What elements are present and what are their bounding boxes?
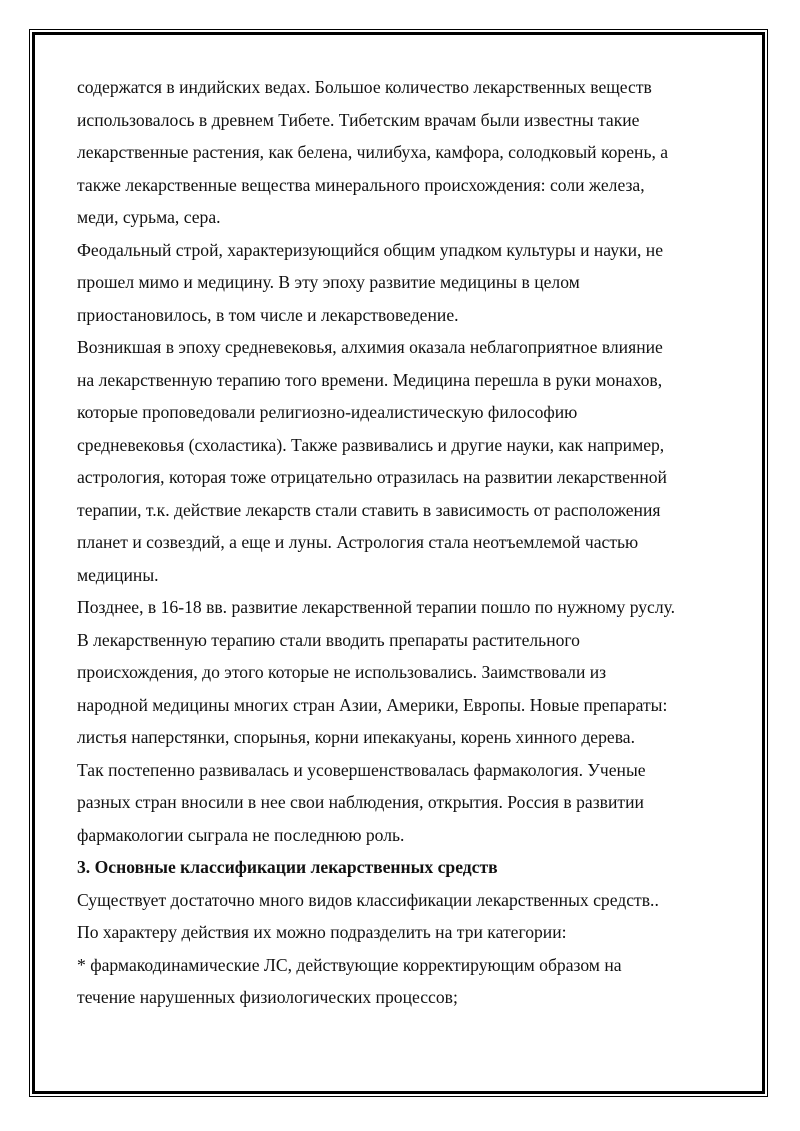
text-line: листья наперстянки, спорынья, корни ипекакуаны, корень хинного дерева. — [77, 727, 635, 747]
text-line: средневековья (схоластика). Также развивались и другие науки, как например, — [77, 434, 665, 455]
text-line: прошел мимо и медицину. В эту эпоху развитие медицины в целом — [77, 272, 580, 292]
text-line: планет и созвездий, а еще и луны. Астрология стала неотъемлемой частью — [77, 532, 639, 552]
text-line: терапии, т.к. действие лекарств стали ставить в зависимость от расположения — [77, 499, 661, 520]
text-line: В лекарственную терапию стали вводить препараты растительного — [77, 629, 580, 650]
text-line: также лекарственные вещества минерального происхождения: соли железа, — [77, 174, 645, 195]
text-line: лекарственные растения, как белена, чилибуха, камфора, солодковый корень, а — [77, 142, 669, 162]
text-line: разных стран вносили в нее свои наблюдения, открытия. Россия в развитии — [77, 792, 644, 812]
text-line: использовалось в древнем Тибете. Тибетским врачам были известны такие — [77, 109, 640, 130]
text-line: Возникшая в эпоху средневековья, алхимия оказала неблагоприятное влияние — [77, 337, 663, 357]
text-line: народной медицины многих стран Азии, Америки, Европы. Новые препараты: — [77, 694, 668, 715]
text-line: течение нарушенных физиологических процессов; — [77, 987, 458, 1007]
text-line: Позднее, в 16-18 вв. развитие лекарственной терапии пошло по нужному руслу. — [77, 597, 676, 617]
text-line: меди, сурьма, сера. — [77, 207, 221, 227]
text-line: Так постепенно развивалась и усовершенствовалась фармакология. Ученые — [77, 759, 646, 780]
text-line: * фармакодинамические ЛС, действующие корректирующим образом на — [77, 954, 622, 975]
text-line: медицины. — [77, 564, 159, 585]
text-line: приостановилось, в том числе и лекарствоведение. — [77, 304, 459, 325]
text-line: Существует достаточно много видов классификации лекарственных средств.. — [77, 889, 659, 910]
document-body — [77, 71, 737, 1014]
text-line: фармакологии сыграла не последнюю роль. — [77, 824, 405, 845]
text-line: По характеру действия их можно подразделить на три категории: — [77, 922, 567, 942]
text-line: Феодальный строй, характеризующийся общим упадком культуры и науки, не — [77, 239, 664, 260]
section-heading: 3. Основные классификации лекарственных средств — [77, 857, 498, 877]
text-line: содержатся в индийских ведах. Большое количество лекарственных веществ — [77, 77, 652, 97]
text-line: происхождения, до этого которые не использовались. Заимствовали из — [77, 662, 607, 682]
text-line: которые проповедовали религиозно-идеалистическую философию — [77, 402, 578, 422]
text-line: на лекарственную терапию того времени. Медицина перешла в руки монахов, — [77, 369, 663, 390]
text-line: астрология, которая тоже отрицательно отразилась на развитии лекарственной — [77, 467, 667, 487]
